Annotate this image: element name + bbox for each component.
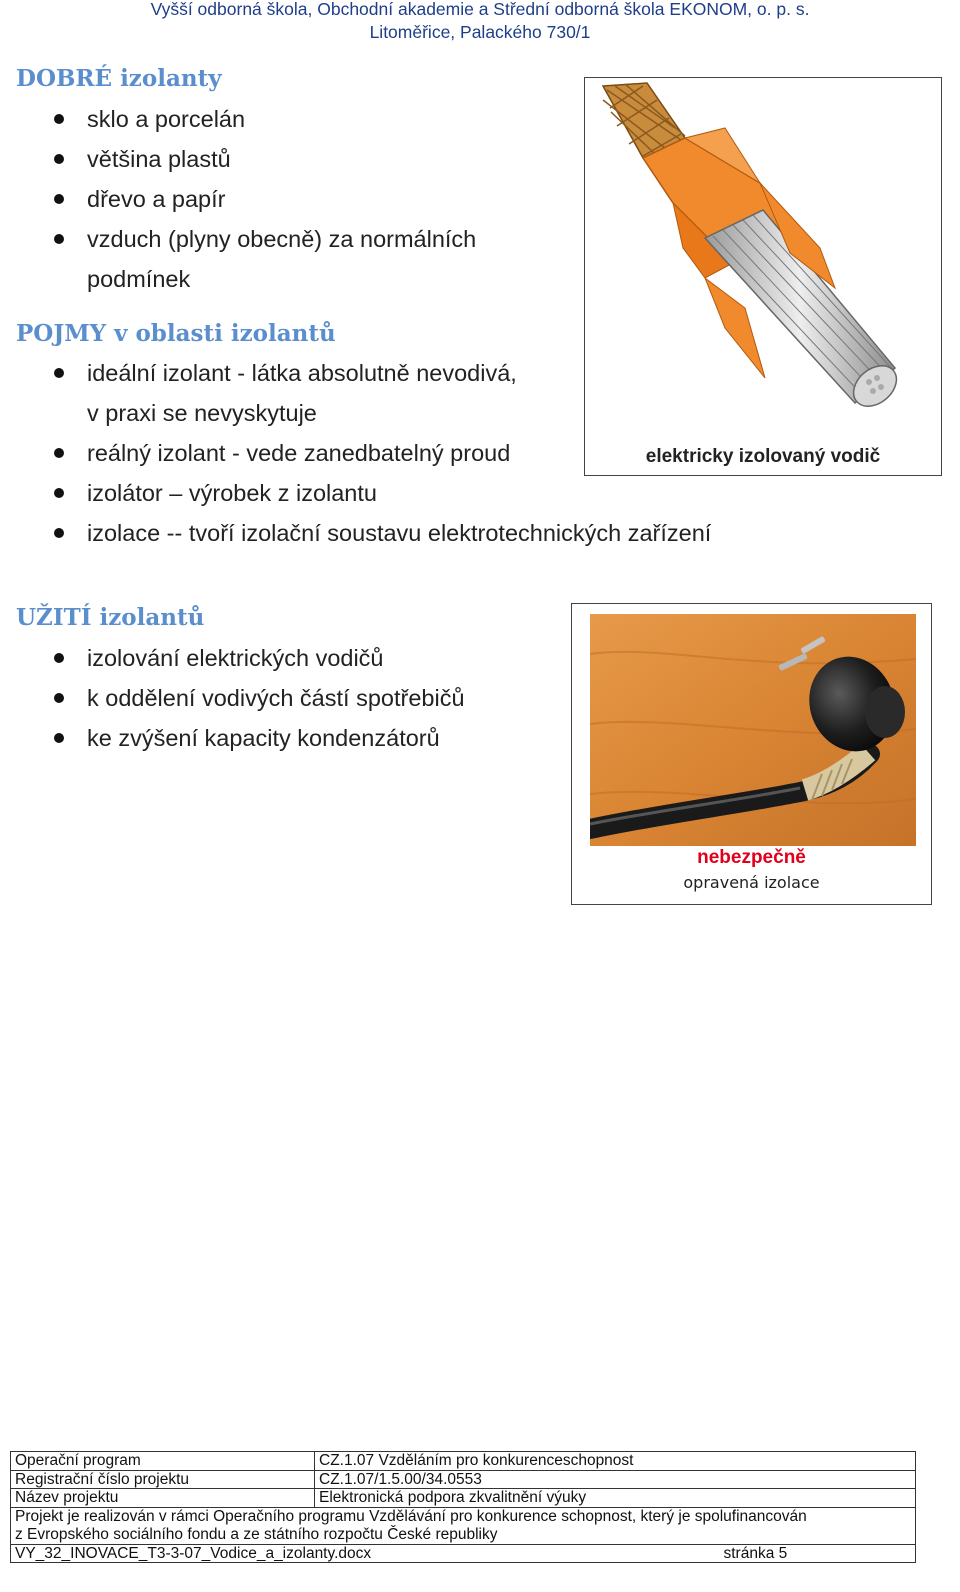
table-row bbox=[11, 1470, 916, 1489]
bullet-icon bbox=[54, 528, 64, 538]
bullet-icon bbox=[54, 733, 64, 743]
footer-value: CZ.1.07/1.5.00/34.0553 bbox=[315, 1470, 916, 1489]
usage-list bbox=[0, 638, 465, 758]
insulated-wire-figure bbox=[584, 77, 942, 476]
list-item: sklo a porcelán bbox=[0, 99, 476, 139]
footer-file-row bbox=[11, 1544, 916, 1563]
section-title-good: DOBRÉ izolanty bbox=[16, 65, 222, 92]
footer-note-line2: z Evropského sociálního fondu a ze státního rozpočtu České republiky bbox=[15, 1525, 498, 1543]
list-item: izolace -- tvoří izolační soustavu elektrotechnických zařízení bbox=[0, 513, 711, 553]
table-row bbox=[11, 1489, 916, 1508]
list-item: ideální izolant - látka absolutně nevodivá, bbox=[0, 353, 711, 393]
list-item: izolování elektrických vodičů bbox=[0, 638, 465, 678]
section-title-terms: POJMY v oblasti izolantů bbox=[16, 320, 336, 347]
section-title-usage: UŽITÍ izolantů bbox=[16, 604, 205, 631]
list-item: ke zvýšení kapacity kondenzátorů bbox=[0, 718, 465, 758]
bullet-icon bbox=[54, 693, 64, 703]
bullet-icon bbox=[54, 488, 64, 498]
repaired-plug-figure bbox=[571, 603, 932, 905]
footer-page-number: stránka 5 bbox=[723, 1544, 788, 1562]
good-insulators-list bbox=[0, 99, 476, 299]
header-school-name: Vyšší odborná škola, Obchodní akademie a Střední odborná škola EKONOM, o. p. s. bbox=[150, 0, 810, 19]
wire-figure-caption: elektricky izolovaný vodič bbox=[645, 446, 881, 467]
table-row bbox=[11, 1452, 916, 1471]
insulated-wire-illustration bbox=[585, 78, 940, 418]
footer-note-line1: Projekt je realizován v rámci Operačního programu Vzdělávání pro konkurence schopnost, který je spolufinancován bbox=[15, 1507, 807, 1525]
list-item-continuation: podmínek bbox=[87, 266, 191, 292]
footer-filename: VY_32_INOVACE_T3-3-07_Vodice_a_izolanty.docx bbox=[15, 1544, 372, 1562]
list-item-continuation: v praxi se nevyskytuje bbox=[87, 400, 317, 426]
bullet-icon bbox=[54, 114, 64, 124]
footer-value: Elektronická podpora zkvalitnění výuky bbox=[315, 1489, 916, 1508]
header-address: Litoměřice, Palackého 730/1 bbox=[369, 22, 591, 42]
plug-warning-caption: nebezpečně bbox=[697, 847, 806, 868]
project-footer-table bbox=[10, 1451, 916, 1563]
list-item: k oddělení vodivých částí spotřebičů bbox=[0, 678, 465, 718]
bullet-icon bbox=[54, 448, 64, 458]
list-item: reálný izolant - vede zanedbatelný proud bbox=[0, 433, 711, 473]
footer-key: Operační program bbox=[11, 1452, 315, 1471]
bullet-icon bbox=[54, 653, 64, 663]
bullet-icon bbox=[54, 368, 64, 378]
footer-key: Registrační číslo projektu bbox=[11, 1470, 315, 1489]
footer-value: CZ.1.07 Vzděláním pro konkurenceschopnost bbox=[315, 1452, 916, 1471]
footer-funding-note bbox=[11, 1507, 916, 1544]
list-item: dřevo a papír bbox=[0, 179, 476, 219]
table-row bbox=[11, 1507, 916, 1544]
bullet-icon bbox=[54, 234, 64, 244]
bullet-icon bbox=[54, 194, 64, 204]
list-item: většina plastů bbox=[0, 139, 476, 179]
list-item: vzduch (plyny obecně) za normálních bbox=[0, 219, 476, 259]
table-row bbox=[11, 1544, 916, 1563]
plug-figure-caption: opravená izolace bbox=[683, 873, 820, 892]
plug-photo bbox=[590, 614, 916, 846]
footer-key: Název projektu bbox=[11, 1489, 315, 1508]
bullet-icon bbox=[54, 154, 64, 164]
list-item: izolátor – výrobek z izolantu bbox=[0, 473, 711, 513]
